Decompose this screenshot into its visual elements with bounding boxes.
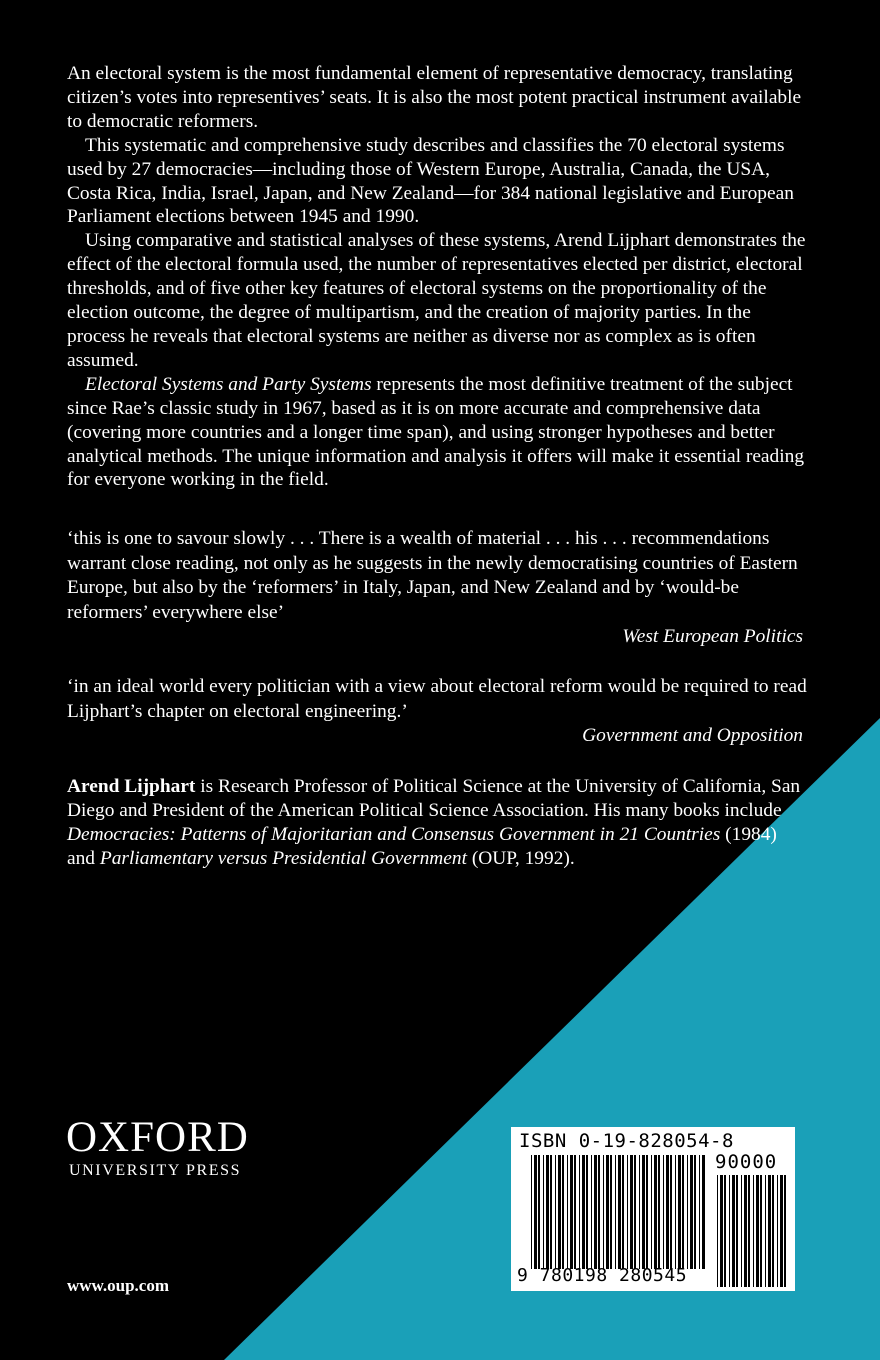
barcode-bar (699, 1155, 700, 1269)
barcode-bar (663, 1155, 664, 1269)
barcode-bar (615, 1155, 616, 1269)
barcode-bar (756, 1175, 759, 1287)
review-quote-2 (67, 675, 807, 749)
barcode-bar (654, 1155, 657, 1269)
barcode-bar (646, 1155, 648, 1269)
barcode-bar (777, 1175, 778, 1287)
publisher-url: www.oup.com (67, 1276, 170, 1295)
blurb-paragraph-4 (67, 373, 812, 493)
barcode-bar (694, 1155, 696, 1269)
barcode-bar (690, 1155, 693, 1269)
barcode-bar (724, 1175, 726, 1287)
barcode-bar (562, 1155, 564, 1269)
barcode-bar (678, 1155, 681, 1269)
barcode-bar (642, 1155, 645, 1269)
barcode-bar (634, 1155, 636, 1269)
review-quote-1 (67, 527, 807, 650)
barcode-bar (760, 1175, 762, 1287)
bio-text: (OUP, 1992). (466, 848, 575, 869)
ean-number: 9 780198 280545 (517, 1265, 688, 1286)
barcode-bar (630, 1155, 633, 1269)
barcode-bar (658, 1155, 660, 1269)
barcode-bar (570, 1155, 573, 1269)
author-bio (67, 775, 807, 871)
barcode-bar (574, 1155, 576, 1269)
barcode-bar (720, 1175, 723, 1287)
barcode-bar (772, 1175, 774, 1287)
barcode-bar (732, 1175, 735, 1287)
barcode-bar (555, 1155, 556, 1269)
quote-text: ‘in an ideal world every politician with a view about electoral reform would be required to read Lijphart’s chapter on electoral engineering.’ (67, 676, 807, 722)
barcode-bar (651, 1155, 652, 1269)
barcode-bar (594, 1155, 597, 1269)
book-title: Democracies: Patterns of Majoritarian and Consensus Government in 21 Countries (67, 824, 721, 845)
quote-text: ‘this is one to savour slowly . . . There is a wealth of material . . . his . . . recommendations warrant close reading, not only as he suggests in the newly democratising countries of Eastern Europe, but also by the ‘reformers’ in Italy, Japan, and New Zealand and by ‘would-be reformers’ everywhere else’ (67, 528, 798, 623)
quote-source: West European Politics (622, 626, 803, 647)
barcode-bar (606, 1155, 609, 1269)
book-title: Parliamentary versus Presidential Government (99, 848, 467, 869)
addon-number: 90000 (715, 1151, 778, 1173)
barcode-bar (579, 1155, 580, 1269)
barcode-bar (546, 1155, 549, 1269)
barcode-bar (765, 1175, 766, 1287)
barcode-bar (702, 1155, 705, 1269)
oxford-logo (66, 1114, 249, 1184)
barcode-bar (591, 1155, 592, 1269)
blurb-paragraph-3: Using comparative and statistical analyses of these systems, Arend Lijphart demonstrates the effect of the electoral formula used, the number of representatives elected per district, electoral thresholds, and of five other key features of electoral systems on the proportionality of the election outcome, the degree of multipartism, and the creation of majority parties. In the process he reveals that electoral systems are neither as diverse nor as complex as is often assumed. (67, 230, 806, 371)
barcode-bar (531, 1155, 532, 1269)
barcode-bar (784, 1175, 786, 1287)
isbn-barcode (511, 1127, 795, 1291)
author-name: Arend Lijphart (67, 776, 196, 797)
barcode-bar (567, 1155, 568, 1269)
barcode-bar (558, 1155, 561, 1269)
barcode-bar (741, 1175, 742, 1287)
barcode-bar (534, 1155, 537, 1269)
barcode-bar (717, 1175, 718, 1287)
barcode-bar (748, 1175, 750, 1287)
book-title: Electoral Systems and Party Systems (85, 373, 372, 395)
barcode-bar (682, 1155, 684, 1269)
barcode-bar (618, 1155, 621, 1269)
bio-text: is Research Professor of Political Science at the University of California, San Diego and President of the American Political Science Association. His many books include (67, 776, 801, 821)
barcode-bar (736, 1175, 738, 1287)
barcode-bar (744, 1175, 747, 1287)
barcode-bar (598, 1155, 600, 1269)
barcode-bar (666, 1155, 669, 1269)
publisher-subtitle: UNIVERSITY PRESS (69, 1162, 242, 1179)
publisher-name: OXFORD (66, 1114, 249, 1161)
barcode-bar (639, 1155, 640, 1269)
isbn-number: ISBN 0-19-828054-8 (519, 1130, 734, 1152)
barcode-bar (670, 1155, 672, 1269)
barcode-bar (780, 1175, 783, 1287)
blurb-paragraph-2: This systematic and comprehensive study describes and classifies the 70 electoral systems used by 27 democracies—including those of Western Europe, Australia, Canada, the USA, Costa Rica, India, Israel, Japan, and New Zealand—for 384 national legislative and European Parliament elections between 1945 and 1990. (67, 134, 794, 228)
quote-source: Government and Opposition (582, 725, 803, 746)
barcode-bar (753, 1175, 754, 1287)
barcode-bar (610, 1155, 612, 1269)
description-blurb (67, 62, 812, 492)
barcode-bar (627, 1155, 628, 1269)
barcode-bar (543, 1155, 544, 1269)
barcode-bar (603, 1155, 604, 1269)
barcode-bar (687, 1155, 688, 1269)
barcode-bar (586, 1155, 588, 1269)
barcode-bar (622, 1155, 624, 1269)
barcode-bar (550, 1155, 552, 1269)
barcode-bar (582, 1155, 585, 1269)
bio-text: (1984) and (67, 824, 777, 869)
barcode-bar (768, 1175, 771, 1287)
barcode-bar (538, 1155, 540, 1269)
blurb-paragraph-1: An electoral system is the most fundamental element of representative democracy, translating citizen’s votes into representives’ seats. It is also the most potent practical instrument available to democratic reformers. (67, 63, 802, 132)
barcode-bar (729, 1175, 730, 1287)
blurb-paragraph-4-text: represents the most definitive treatment of the subject since Rae’s classic study in 1967, based as it is on more accurate and comprehensive data (covering more countries and a longer time span), and using stronger hypotheses and better analytical methods. The unique information and analysis it offers will make it essential reading for everyone working in the field. (67, 373, 805, 491)
barcode-bar (675, 1155, 676, 1269)
